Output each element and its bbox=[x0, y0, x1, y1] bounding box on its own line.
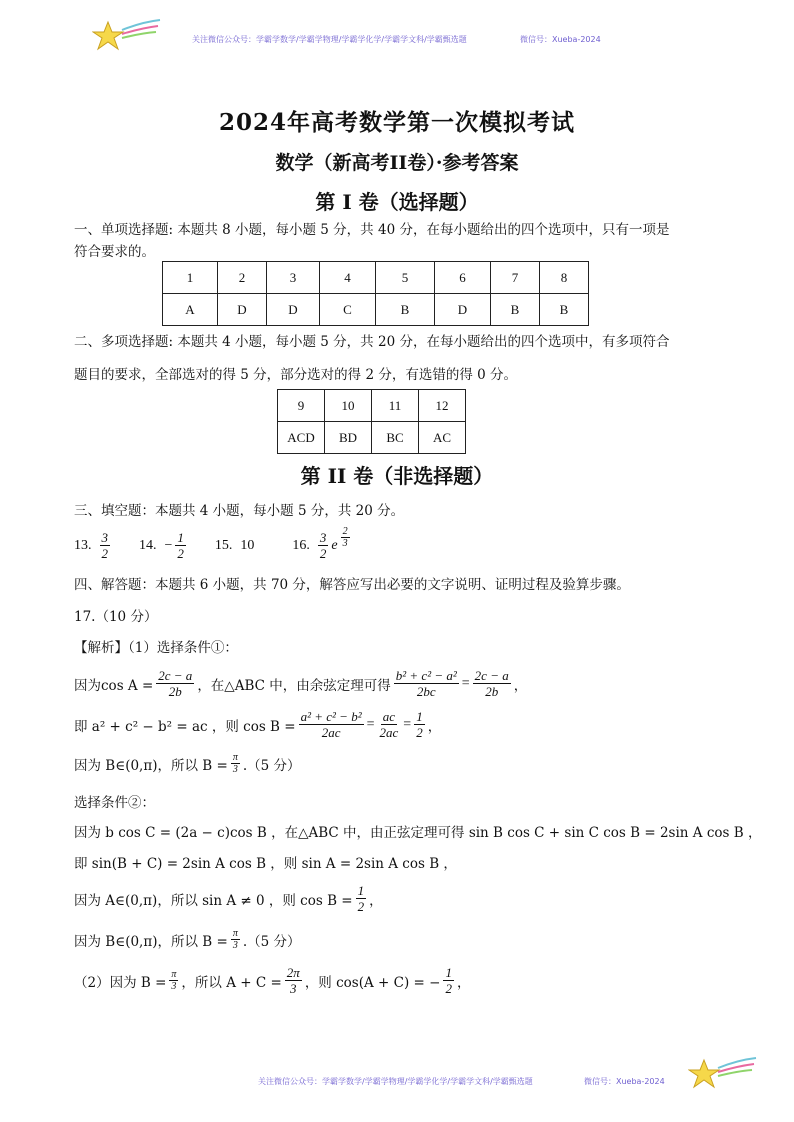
table-cell: D bbox=[218, 294, 267, 326]
solution-line-6: 因为 A∈(0,π)，所以 sin A ≠ 0 ，则 cos B = $\frac{1}{2}$ ， bbox=[74, 883, 383, 914]
condition-2-heading: 选择条件②： bbox=[74, 795, 155, 811]
table-cell: 3 bbox=[267, 262, 320, 294]
table-row bbox=[278, 422, 466, 454]
table-cell: ACD bbox=[278, 422, 325, 454]
q16-base: e bbox=[331, 537, 338, 553]
part2-title: 第 II 卷（非选择题） bbox=[300, 464, 494, 488]
footer-text: 关注微信公众号：学霸学数学/学霸学物理/学霸学化学/学霸学文科/学霸甄选题 bbox=[258, 1077, 533, 1086]
q15-label: 15. bbox=[214, 537, 233, 553]
table-cell: BC bbox=[372, 422, 419, 454]
page-subtitle: 数学（新高考II卷）·参考答案 bbox=[275, 152, 519, 174]
section1-line1: 一、单项选择题: 本题共 8 小题，每小题 5 分，共 40 分，在每小题给出的四个选项中，只有一项是 bbox=[74, 222, 670, 238]
part1-title: 第 I 卷（选择题） bbox=[315, 190, 479, 214]
header-wechat: 微信号：Xueba-2024 bbox=[520, 35, 601, 44]
table-row bbox=[163, 262, 589, 294]
q16-label: 16. bbox=[292, 537, 310, 553]
answer-table-1 bbox=[162, 261, 589, 326]
q15-answer: 10 bbox=[240, 537, 255, 553]
solution-line-3: 因为 B∈(0,π)，所以 B = $\frac{\pi}{3}$ .（5 分） bbox=[74, 752, 301, 775]
table-cell: 2 bbox=[218, 262, 267, 294]
table-cell: 8 bbox=[540, 262, 589, 294]
analysis-heading: 【解析】（1）选择条件①： bbox=[74, 640, 238, 656]
section3-line: 三、填空题：本题共 4 小题，每小题 5 分，共 20 分。 bbox=[74, 503, 405, 519]
star-logo-icon bbox=[92, 18, 162, 58]
table-cell: AC bbox=[419, 422, 466, 454]
q16-exponent: $\frac{2}{3}$ bbox=[342, 526, 348, 549]
table-cell: B bbox=[540, 294, 589, 326]
table-cell: 11 bbox=[372, 390, 419, 422]
table-cell: C bbox=[320, 294, 376, 326]
table-cell: 9 bbox=[278, 390, 325, 422]
q14-answer: $\frac{1}{2}$ bbox=[177, 530, 184, 561]
table-cell: A bbox=[163, 294, 218, 326]
section2-line2: 题目的要求，全部选对的得 5 分，部分选对的得 2 分，有选错的得 0 分。 bbox=[74, 367, 518, 383]
table-cell: 7 bbox=[491, 262, 540, 294]
table-cell: 10 bbox=[325, 390, 372, 422]
table-cell: 4 bbox=[320, 262, 376, 294]
table-cell: 12 bbox=[419, 390, 466, 422]
q13-label: 13. bbox=[74, 537, 92, 553]
table-cell: 6 bbox=[435, 262, 491, 294]
section2-line1: 二、多项选择题: 本题共 4 小题，每小题 5 分，共 20 分，在每小题给出的四个选项中，有多项符合 bbox=[74, 334, 670, 350]
q14-sign: − bbox=[164, 537, 173, 553]
solution-line-2: 即 a² + c² − b² = ac ，则 cos B = $\frac{\text{a² + c² − b²}}{2ac}$ = $\frac{ac}{2ac}$ = $\frac{1}{2}$ ， bbox=[74, 709, 442, 740]
fill-in-answers bbox=[74, 526, 353, 561]
footer-wechat: 微信号：Xueba-2024 bbox=[584, 1077, 665, 1086]
table-cell: BD bbox=[325, 422, 372, 454]
q13-answer: $\frac{3}{2}$ bbox=[101, 530, 108, 561]
table-cell: D bbox=[435, 294, 491, 326]
table-cell: 1 bbox=[163, 262, 218, 294]
solution-line-4: 因为 b cos C = (2a − c)cos B ，在△ABC 中，由正弦定理可得 sin B cos C + sin C cos B = 2sin A cos B ， bbox=[74, 825, 762, 841]
solution-line-1: 因为cos A = $\frac{2c - a}{2b}$ ，在△ABC 中，由余弦定理可得 $\frac{\text{b² + c² − a²}}{2bc}$ = $\frac{2c - a}{2b}$ ， bbox=[74, 668, 528, 699]
solution-line-7: 因为 B∈(0,π)，所以 B = $\frac{\pi}{3}$ .（5 分） bbox=[74, 928, 301, 951]
q14-label: 14. bbox=[139, 537, 157, 553]
q16-answer: $\frac{3}{2}$ bbox=[319, 530, 327, 561]
table-row bbox=[278, 390, 466, 422]
table-cell: B bbox=[491, 294, 540, 326]
table-row bbox=[163, 294, 589, 326]
star-logo-icon bbox=[688, 1056, 758, 1096]
table-cell: B bbox=[376, 294, 435, 326]
table-cell: D bbox=[267, 294, 320, 326]
solution-line-8: （2）因为 B = $\frac{\pi}{3}$ ，所以 A + C = $\frac{2\pi}{3}$ ，则 cos(A + C) = − $\frac{1}{2}$ ， bbox=[74, 965, 471, 996]
table-cell: 5 bbox=[376, 262, 435, 294]
page-title: 2024年高考数学第一次模拟考试 bbox=[218, 109, 575, 136]
section1-line2: 符合要求的。 bbox=[74, 244, 155, 260]
solution-line-5: 即 sin(B + C) = 2sin A cos B ，则 sin A = 2sin A cos B ， bbox=[74, 856, 457, 872]
header-text: 关注微信公众号：学霸学数学/学霸学物理/学霸学化学/学霸学文科/学霸甄选题 bbox=[192, 35, 467, 44]
answer-table-2 bbox=[277, 389, 466, 454]
q17-label: 17.（10 分） bbox=[74, 609, 158, 625]
section4-line: 四、解答题：本题共 6 小题，共 70 分，解答应写出必要的文字说明、证明过程及验算步骤。 bbox=[74, 577, 630, 593]
